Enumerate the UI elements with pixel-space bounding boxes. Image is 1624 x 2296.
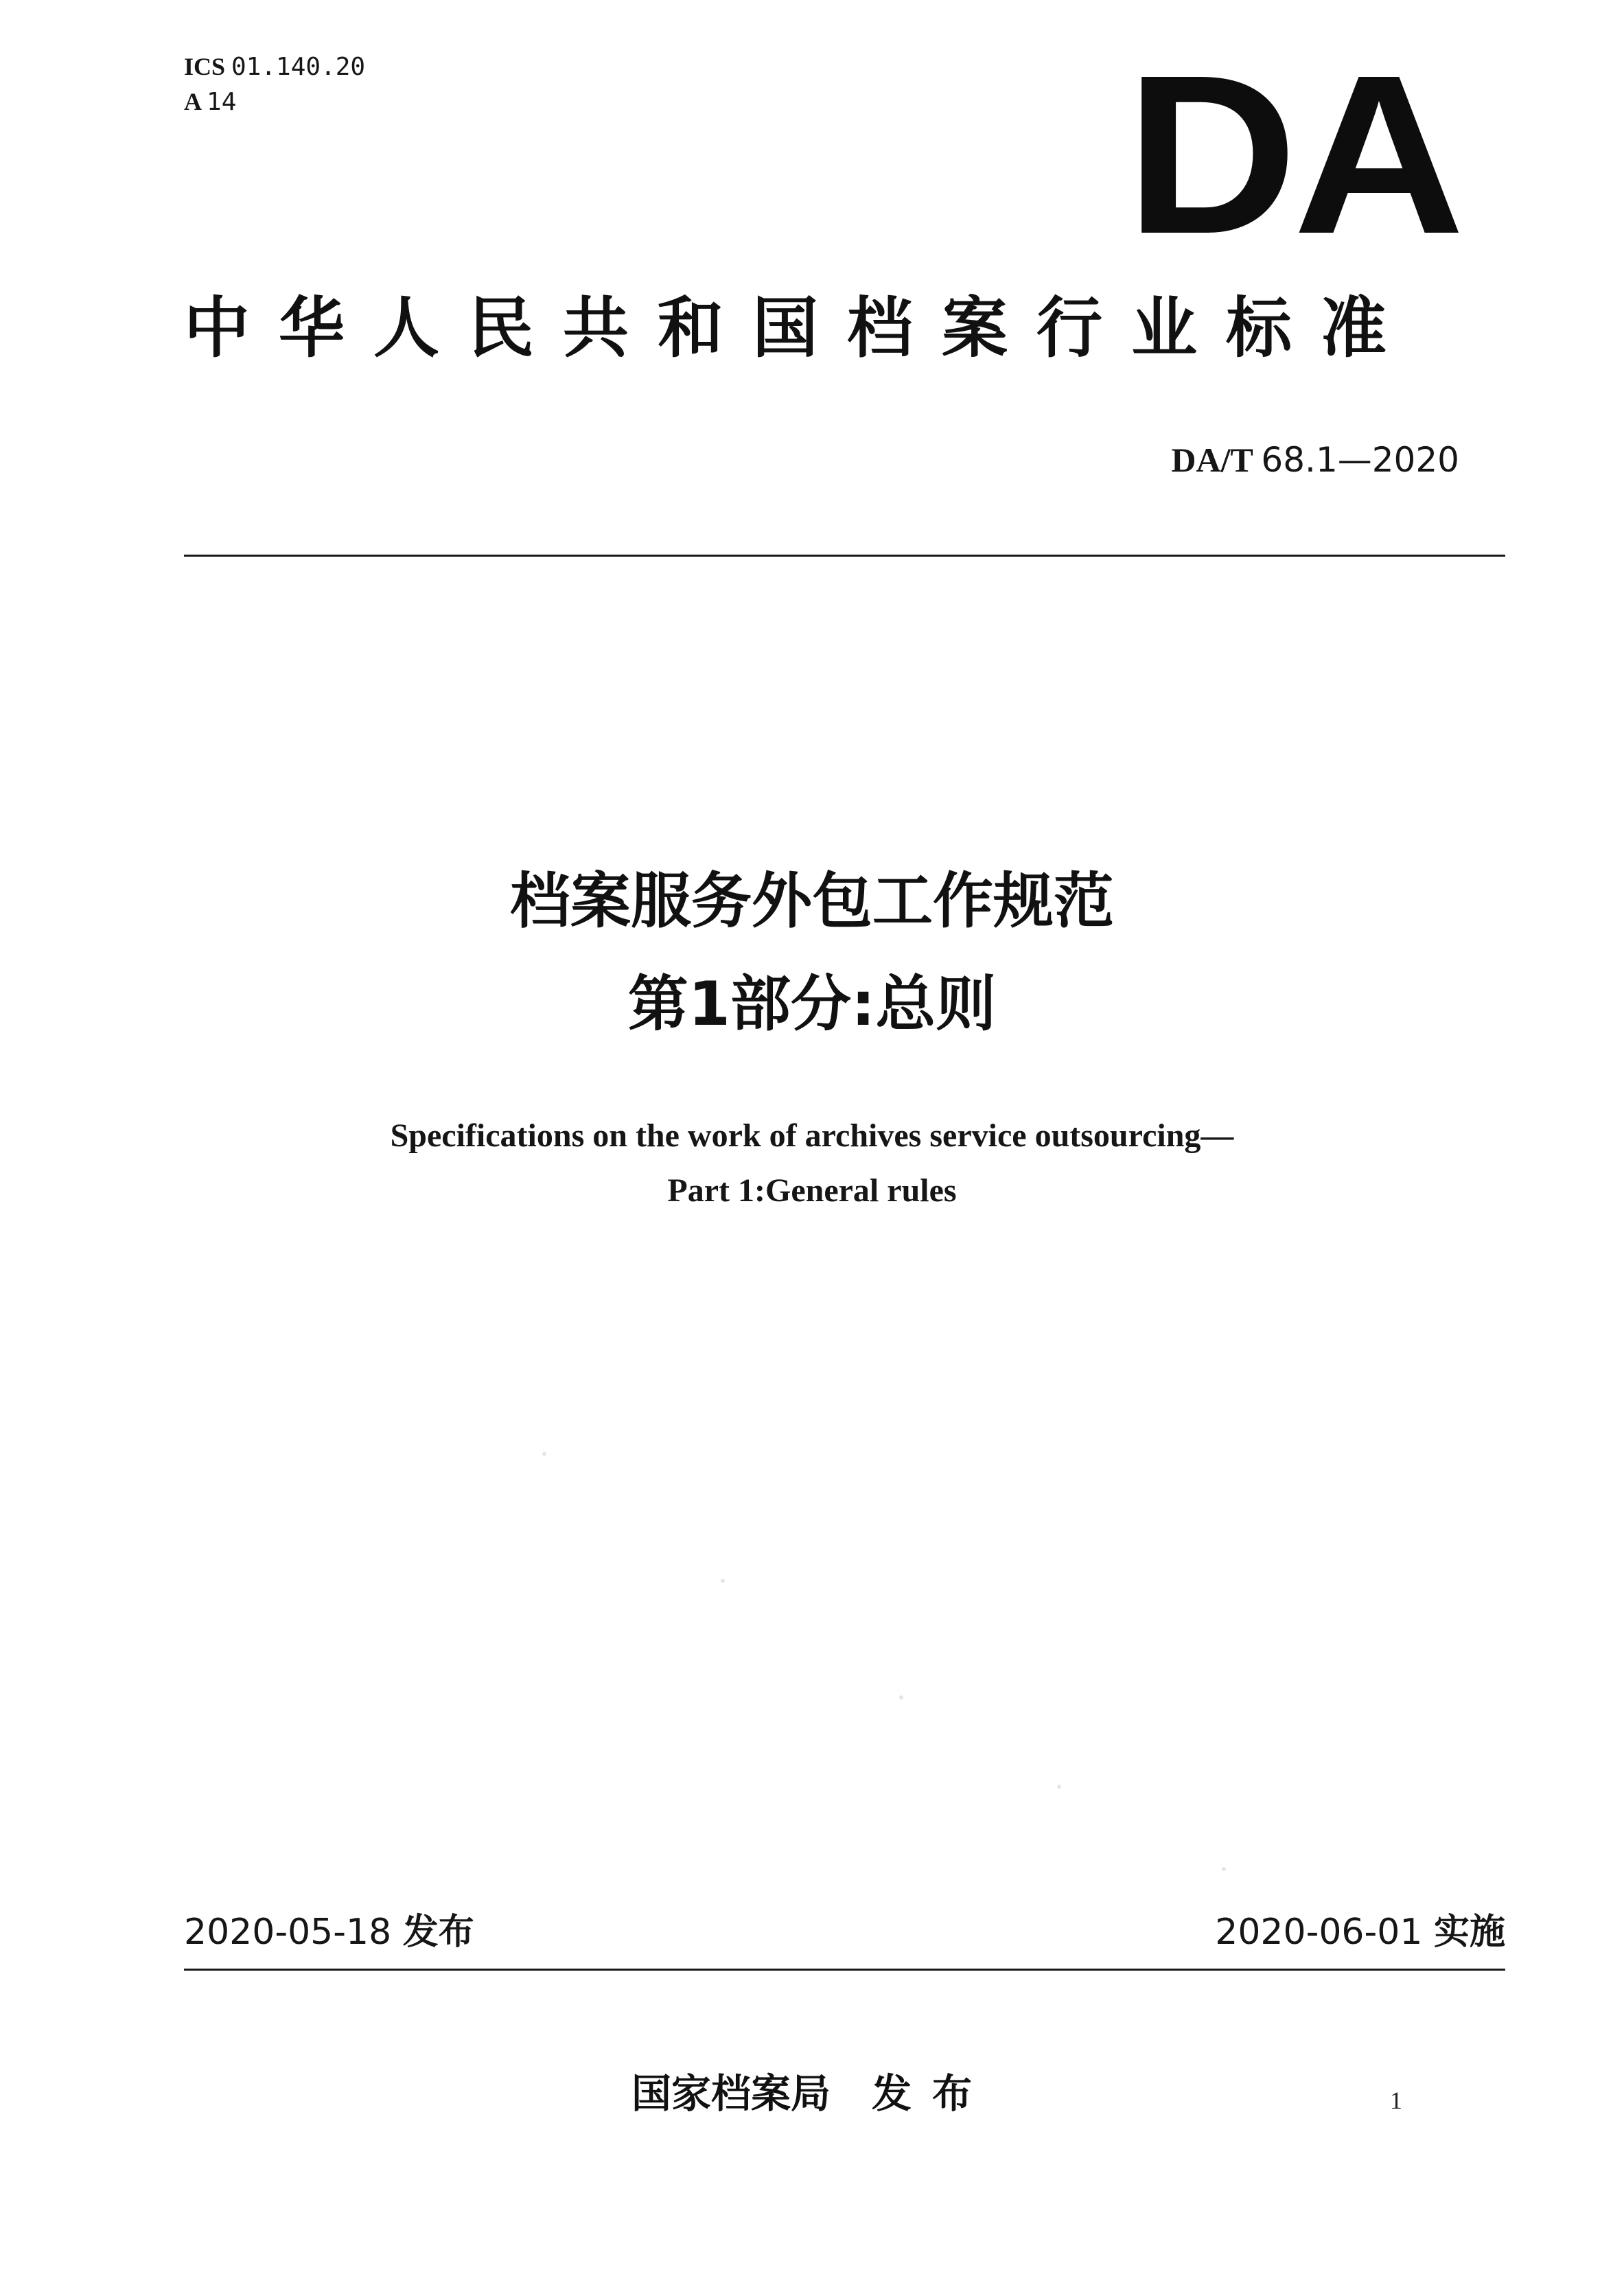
standard-number [1171, 439, 1459, 480]
standard-number-prefix: DA/T [1171, 441, 1253, 479]
scan-speck [542, 1452, 546, 1456]
ics-line [184, 49, 365, 84]
standard-number-code: 68.1—2020 [1261, 440, 1459, 480]
publisher-issue-word: 发布 [872, 2070, 993, 2117]
scan-speck [721, 1579, 725, 1583]
standard-category-title: 中华人民共和国档案行业标准 [184, 290, 1415, 367]
footer-divider [184, 1969, 1505, 1971]
header-divider [184, 555, 1505, 557]
english-title-line-2: Part 1:General rules [667, 1172, 957, 1209]
scan-speck [1222, 1867, 1226, 1871]
classification-codes [184, 49, 365, 119]
implementation-date [1215, 1908, 1505, 1956]
page-number: 1 [1390, 2087, 1402, 2114]
english-title-line-1: Specifications on the work of archives service outsourcing— [390, 1117, 1234, 1154]
publisher-name: 国家档案局 [631, 2070, 831, 2117]
ics-code: 01.140.20 [231, 53, 366, 81]
ics-label: ICS [184, 53, 226, 80]
implementation-date-word: 实施 [1433, 1912, 1505, 1953]
publisher-line [0, 2066, 1624, 2121]
ccs-line [184, 84, 365, 119]
issue-date-value: 2020-05-18 [184, 1912, 392, 1953]
da-logo: DA [1126, 27, 1461, 281]
chinese-title-line-2: 第1部分:总则 [627, 969, 997, 1039]
issue-date [184, 1908, 474, 1956]
scan-speck [899, 1695, 903, 1700]
implementation-date-value: 2020-06-01 [1215, 1912, 1423, 1953]
issue-date-word: 发布 [402, 1912, 474, 1953]
ccs-code: 14 [207, 88, 237, 116]
ccs-label: A [184, 88, 201, 115]
scan-speck [1057, 1785, 1061, 1789]
chinese-title-line-1: 档案服务外包工作规范 [509, 866, 1114, 936]
